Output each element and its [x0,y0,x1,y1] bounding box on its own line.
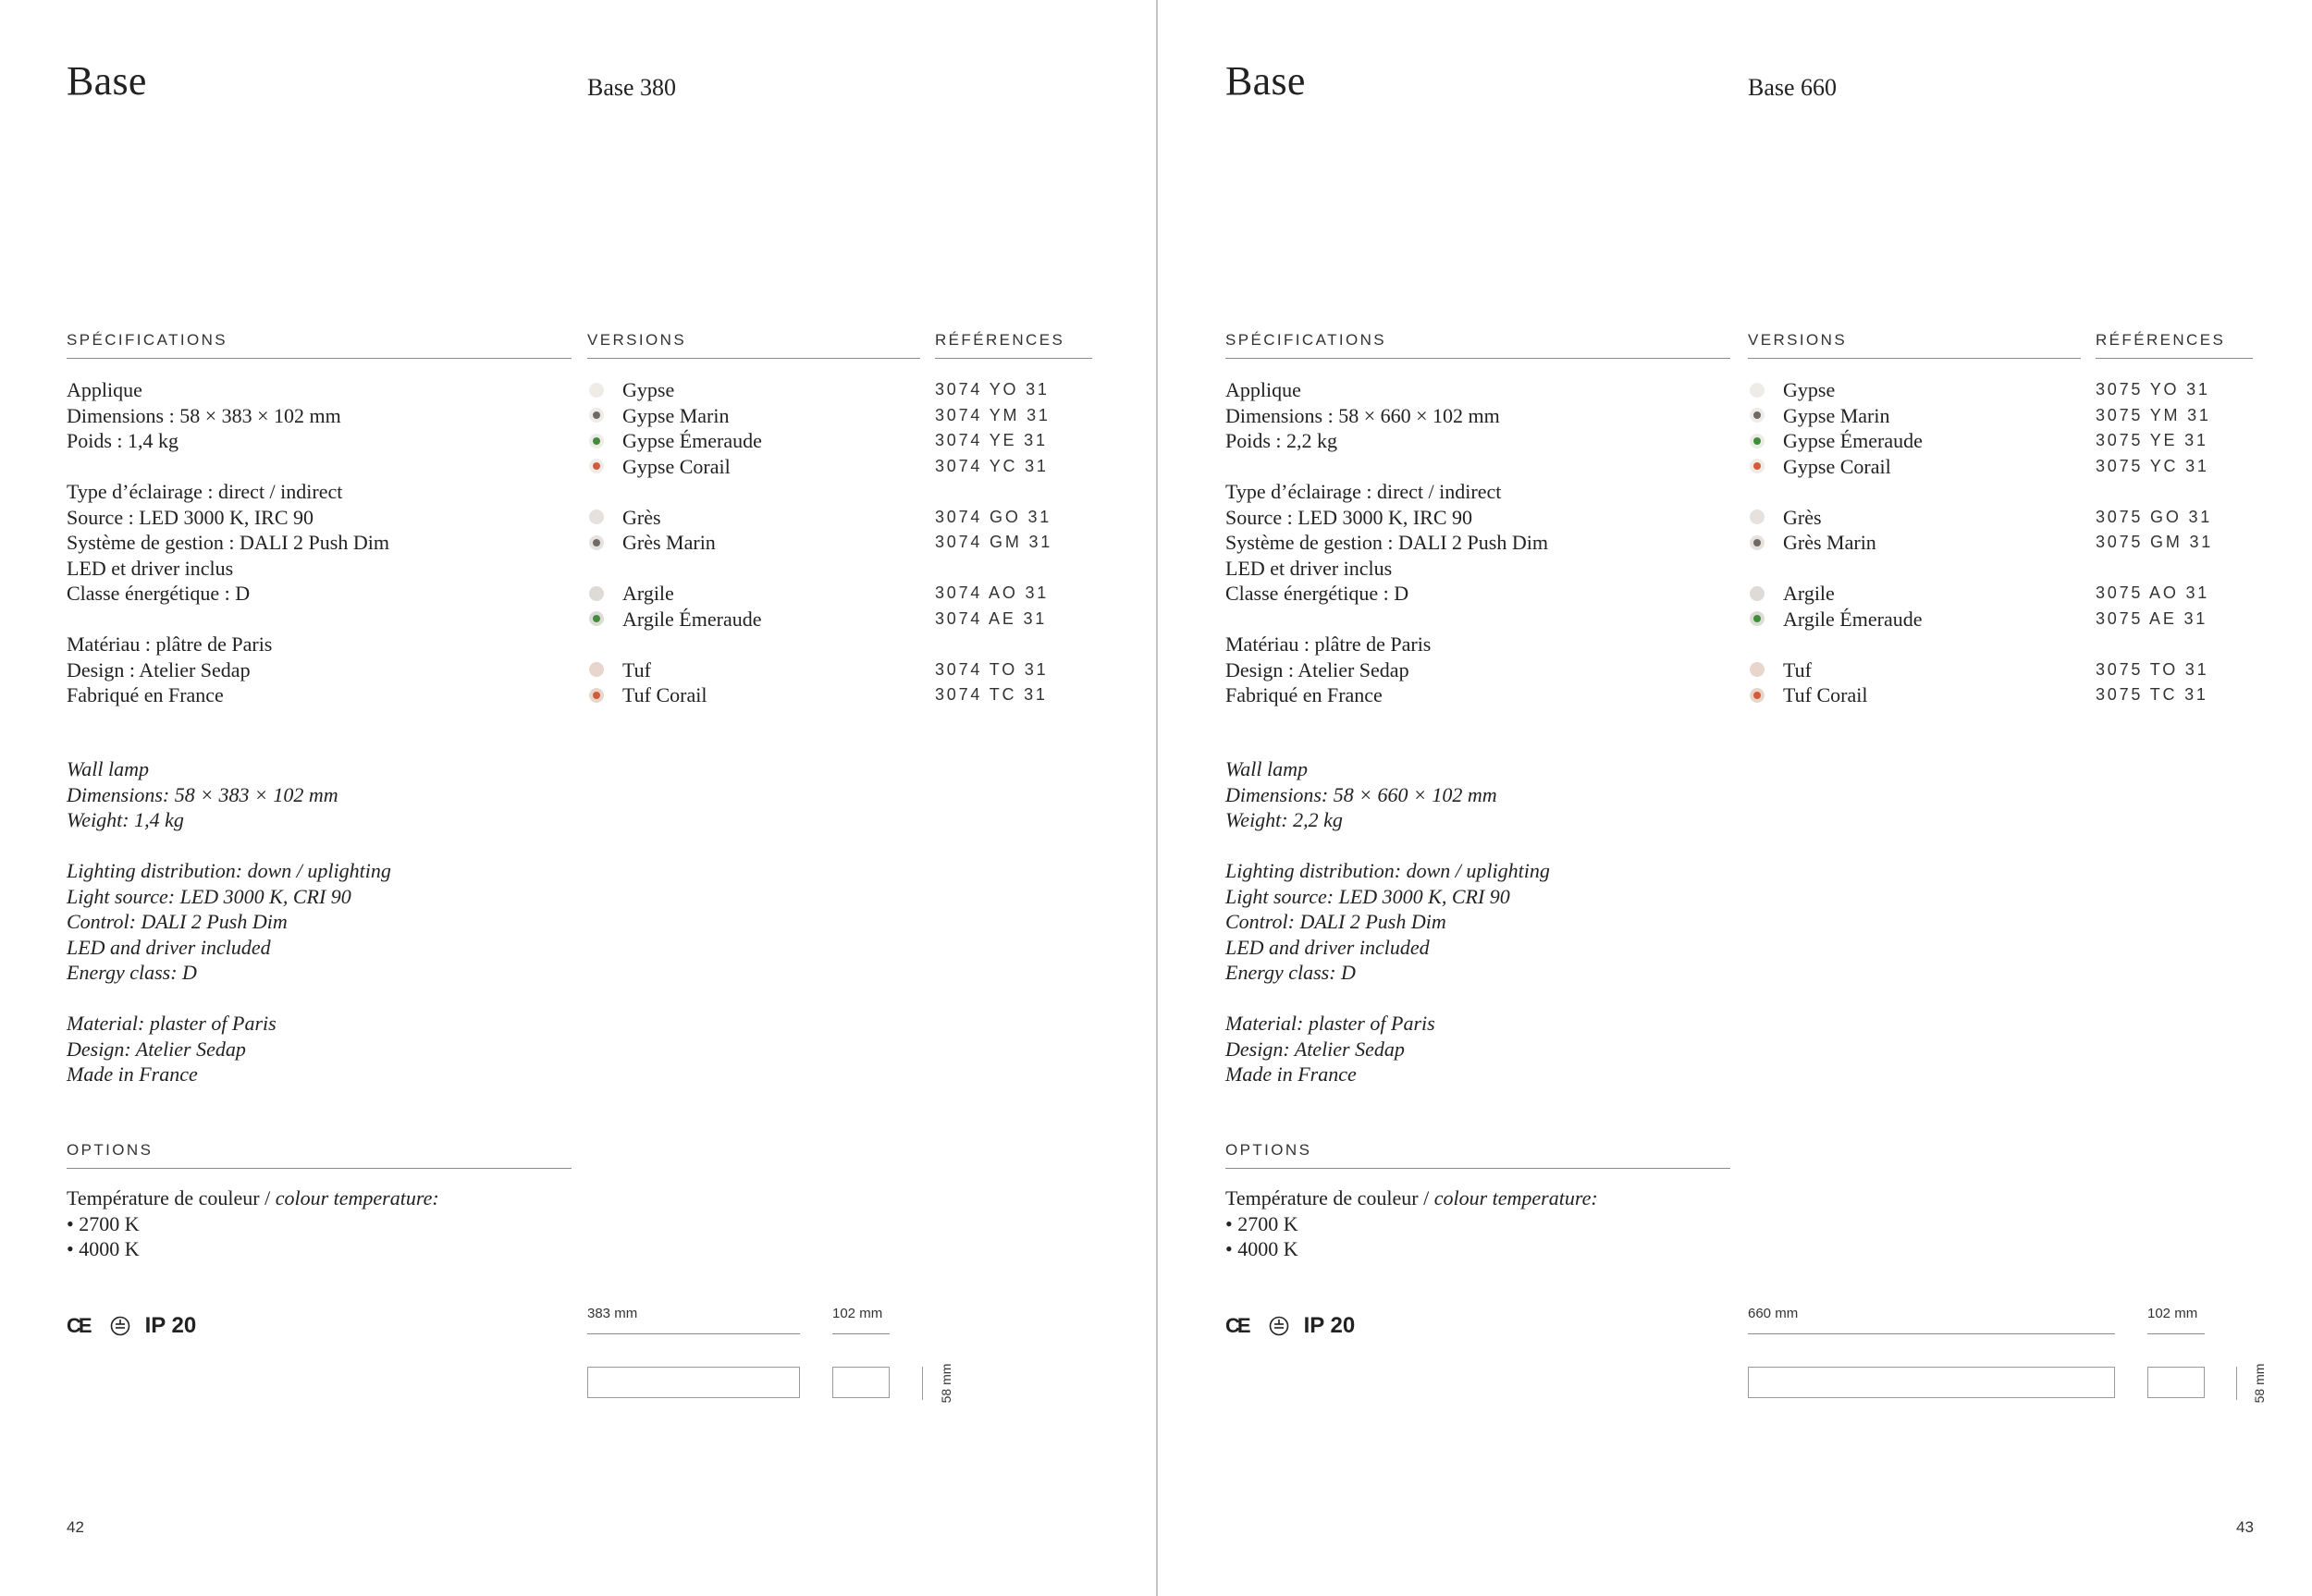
reference-code: 3075 AE 31 [2096,608,2208,628]
swatch-icon [1750,586,1765,601]
page-right [1156,0,2312,1596]
options-heading: OPTIONS [1225,1141,1730,1169]
reference-code: 3075 YE 31 [2096,431,2208,449]
spec-line: Dimensions: 58 × 660 × 102 mm [1225,782,1497,806]
references-heading: RÉFÉRENCES [935,331,1092,359]
swatch-icon [1750,611,1765,626]
specifications-heading: SPÉCIFICATIONS [1225,331,1730,359]
spec-line: Dimensions : 58 × 660 × 102 mm [1225,403,1500,427]
reference-code: 3075 TC 31 [2096,685,2208,704]
references-list [2096,377,2213,708]
version-item [587,377,762,403]
reference-code: 3075 YO 31 [2096,380,2210,399]
depth-label: 102 mm [832,1306,883,1321]
version-name: Gypse Marin [622,403,730,427]
version-item [587,403,762,429]
option-label-fr: Température de couleur / [1225,1186,1434,1209]
spec-line: Source : LED 3000 K, IRC 90 [1225,505,1473,529]
spec-line: Applique [67,378,142,401]
spec-line: Dimensions: 58 × 383 × 102 mm [67,782,338,806]
version-name: Tuf [1783,657,1812,681]
reference-code: 3075 GO 31 [2096,507,2213,526]
reference-code: 3074 TC 31 [935,685,1048,704]
reference-code: 3074 YO 31 [935,380,1050,399]
spec-line: Système de gestion : DALI 2 Push Dim [67,531,389,554]
depth-dimension-line [832,1333,890,1334]
model-name: Base 660 [1748,74,1838,101]
spec-line: Type d’éclairage : direct / indirect [67,480,343,503]
version-name: Grès Marin [622,531,716,554]
spec-line: Wall lamp [67,757,150,780]
swatch-icon [1750,662,1765,677]
versions-list [1748,377,1923,708]
version-item [587,581,762,607]
length-dimension-line [587,1333,800,1334]
page-title: Base [67,58,147,104]
spec-line: LED et driver inclus [67,556,234,580]
spec-line: Light source: LED 3000 K, CRI 90 [1225,884,1510,908]
spec-line: Control: DALI 2 Push Dim [1225,910,1446,933]
certifications [1225,1313,1355,1339]
spec-line: Wall lamp [1225,757,1309,780]
length-dimension-line [1748,1333,2115,1334]
option-label-en: colour temperature: [1433,1186,1598,1209]
ce-mark-icon: CE [1225,1314,1248,1337]
option-item: • 2700 K [1225,1211,1298,1235]
version-name: Gypse Corail [622,454,731,478]
version-name: Tuf Corail [622,683,707,706]
references-list [935,377,1052,708]
spec-line: Lighting distribution: down / uplighting [1225,859,1550,882]
version-name: Argile Émeraude [1783,607,1923,631]
spec-line: LED et driver inclus [1225,556,1393,580]
versions-heading: VERSIONS [587,331,920,359]
swatch-icon [589,662,604,677]
ip-rating: IP 20 [144,1313,197,1338]
swatch-icon [1750,535,1765,550]
version-item [1748,657,1923,683]
spec-line: Weight: 1,4 kg [67,808,184,831]
version-item [1748,403,1923,429]
spec-line: Made in France [1225,1062,1357,1086]
spec-line: Système de gestion : DALI 2 Push Dim [1225,531,1548,554]
reference-code: 3074 TO 31 [935,659,1049,679]
spec-line: Applique [1225,378,1301,401]
version-name: Gypse Marin [1783,403,1890,427]
spec-line: Energy class: D [67,961,197,984]
spec-line: Matériau : plâtre de Paris [67,632,273,656]
option-item: • 4000 K [1225,1237,1298,1260]
front-view-outline [1748,1367,2115,1398]
version-name: Gypse [622,378,675,401]
depth-label: 102 mm [2147,1306,2198,1321]
swatch-icon [589,509,604,524]
version-name: Argile [1783,582,1835,605]
options-list [67,1185,439,1262]
length-label: 383 mm [587,1306,638,1321]
spec-line: Weight: 2,2 kg [1225,808,1343,831]
height-label: 58 mm [939,1363,953,1404]
swatch-icon [589,586,604,601]
spec-line: Source : LED 3000 K, IRC 90 [67,505,314,529]
version-name: Tuf [622,657,651,681]
specifications-en [67,756,391,1087]
version-item [587,454,762,480]
specifications-fr [67,377,389,708]
version-name: Gypse Corail [1783,454,1891,478]
reference-code: 3074 YM 31 [935,405,1051,424]
swatch-icon [1750,509,1765,524]
version-name: Grès [1783,505,1822,529]
spec-line: Classe énergétique : D [67,582,251,605]
depth-dimension-line [2147,1333,2205,1334]
page-title: Base [1225,58,1306,104]
version-item [1748,454,1923,480]
versions-heading: VERSIONS [1748,331,2081,359]
version-item [587,505,762,531]
reference-code: 3074 YE 31 [935,431,1048,449]
reference-code: 3074 YC 31 [935,456,1049,475]
version-item [1748,377,1923,403]
reference-code: 3075 GM 31 [2096,533,2214,551]
certifications [67,1313,196,1339]
references-heading: RÉFÉRENCES [2096,331,2253,359]
spec-line: Poids : 2,2 kg [1225,429,1338,452]
spec-line: Material: plaster of Paris [67,1012,277,1035]
spec-line: Poids : 1,4 kg [67,429,179,452]
class-ii-insulation-icon [110,1316,130,1336]
swatch-icon [1750,408,1765,423]
version-name: Gypse Émeraude [622,429,762,452]
spec-line: Matériau : plâtre de Paris [1225,632,1432,656]
front-view-outline [587,1367,800,1398]
options-list [1225,1185,1598,1262]
spec-line: Fabriqué en France [1225,683,1383,706]
spec-line: Classe énergétique : D [1225,582,1409,605]
reference-code: 3074 GO 31 [935,507,1052,526]
spec-line: Design : Atelier Sedap [67,657,251,681]
side-view-outline [832,1367,890,1398]
swatch-icon [1750,383,1765,398]
spec-line: Design: Atelier Sedap [67,1037,246,1061]
class-ii-insulation-icon [1269,1316,1289,1336]
reference-code: 3075 YM 31 [2096,405,2211,424]
specifications-heading: SPÉCIFICATIONS [67,331,572,359]
reference-code: 3074 AO 31 [935,583,1050,602]
option-label-fr: Température de couleur / [67,1186,276,1209]
swatch-icon [589,383,604,398]
ip-rating: IP 20 [1303,1313,1356,1338]
version-item [587,657,762,683]
ce-mark-icon: CE [67,1314,90,1337]
version-item [1748,581,1923,607]
specifications-en [1225,756,1550,1087]
spec-line: Light source: LED 3000 K, CRI 90 [67,884,351,908]
version-name: Argile Émeraude [622,607,762,631]
version-item [1748,607,1923,632]
spec-line: Made in France [67,1062,198,1086]
option-item: • 4000 K [67,1237,140,1260]
version-item [587,682,762,708]
model-name: Base 380 [587,74,677,101]
reference-code: 3075 AO 31 [2096,583,2210,602]
version-item [587,530,762,556]
reference-code: 3075 YC 31 [2096,456,2209,475]
spec-line: Fabriqué en France [67,683,224,706]
swatch-icon [1750,688,1765,703]
version-item [1748,428,1923,454]
versions-list [587,377,762,708]
options-heading: OPTIONS [67,1141,572,1169]
spec-line: Dimensions : 58 × 383 × 102 mm [67,403,341,427]
reference-code: 3075 TO 31 [2096,659,2209,679]
spec-line: Lighting distribution: down / uplighting [67,859,391,882]
spec-line: Design : Atelier Sedap [1225,657,1409,681]
version-name: Grès [622,505,661,529]
spec-line: Energy class: D [1225,961,1356,984]
version-name: Gypse [1783,378,1836,401]
spec-line: Type d’éclairage : direct / indirect [1225,480,1502,503]
option-item: • 2700 K [67,1211,140,1235]
height-dimension-line [922,1367,923,1400]
swatch-icon [589,535,604,550]
option-label-en: colour temperature: [275,1186,439,1209]
version-item [1748,530,1923,556]
version-name: Grès Marin [1783,531,1876,554]
height-dimension-line [2236,1367,2237,1400]
length-label: 660 mm [1748,1306,1799,1321]
spec-line: LED and driver included [67,935,271,959]
swatch-icon [589,611,604,626]
swatch-icon [589,688,604,703]
swatch-icon [589,408,604,423]
spec-line: LED and driver included [1225,935,1430,959]
specifications-fr [1225,377,1548,708]
swatch-icon [1750,459,1765,473]
spec-line: Control: DALI 2 Push Dim [67,910,288,933]
version-name: Argile [622,582,674,605]
spec-line: Material: plaster of Paris [1225,1012,1435,1035]
swatch-icon [589,459,604,473]
swatch-icon [589,434,604,448]
page-number: 43 [2236,1518,2254,1536]
spec-line: Design: Atelier Sedap [1225,1037,1405,1061]
swatch-icon [1750,434,1765,448]
version-item [587,428,762,454]
version-item [1748,682,1923,708]
version-item [587,607,762,632]
version-name: Gypse Émeraude [1783,429,1923,452]
side-view-outline [2147,1367,2205,1398]
height-label: 58 mm [2252,1363,2267,1404]
version-name: Tuf Corail [1783,683,1868,706]
page-number: 42 [67,1518,84,1536]
reference-code: 3074 GM 31 [935,533,1053,551]
version-item [1748,505,1923,531]
reference-code: 3074 AE 31 [935,608,1048,628]
